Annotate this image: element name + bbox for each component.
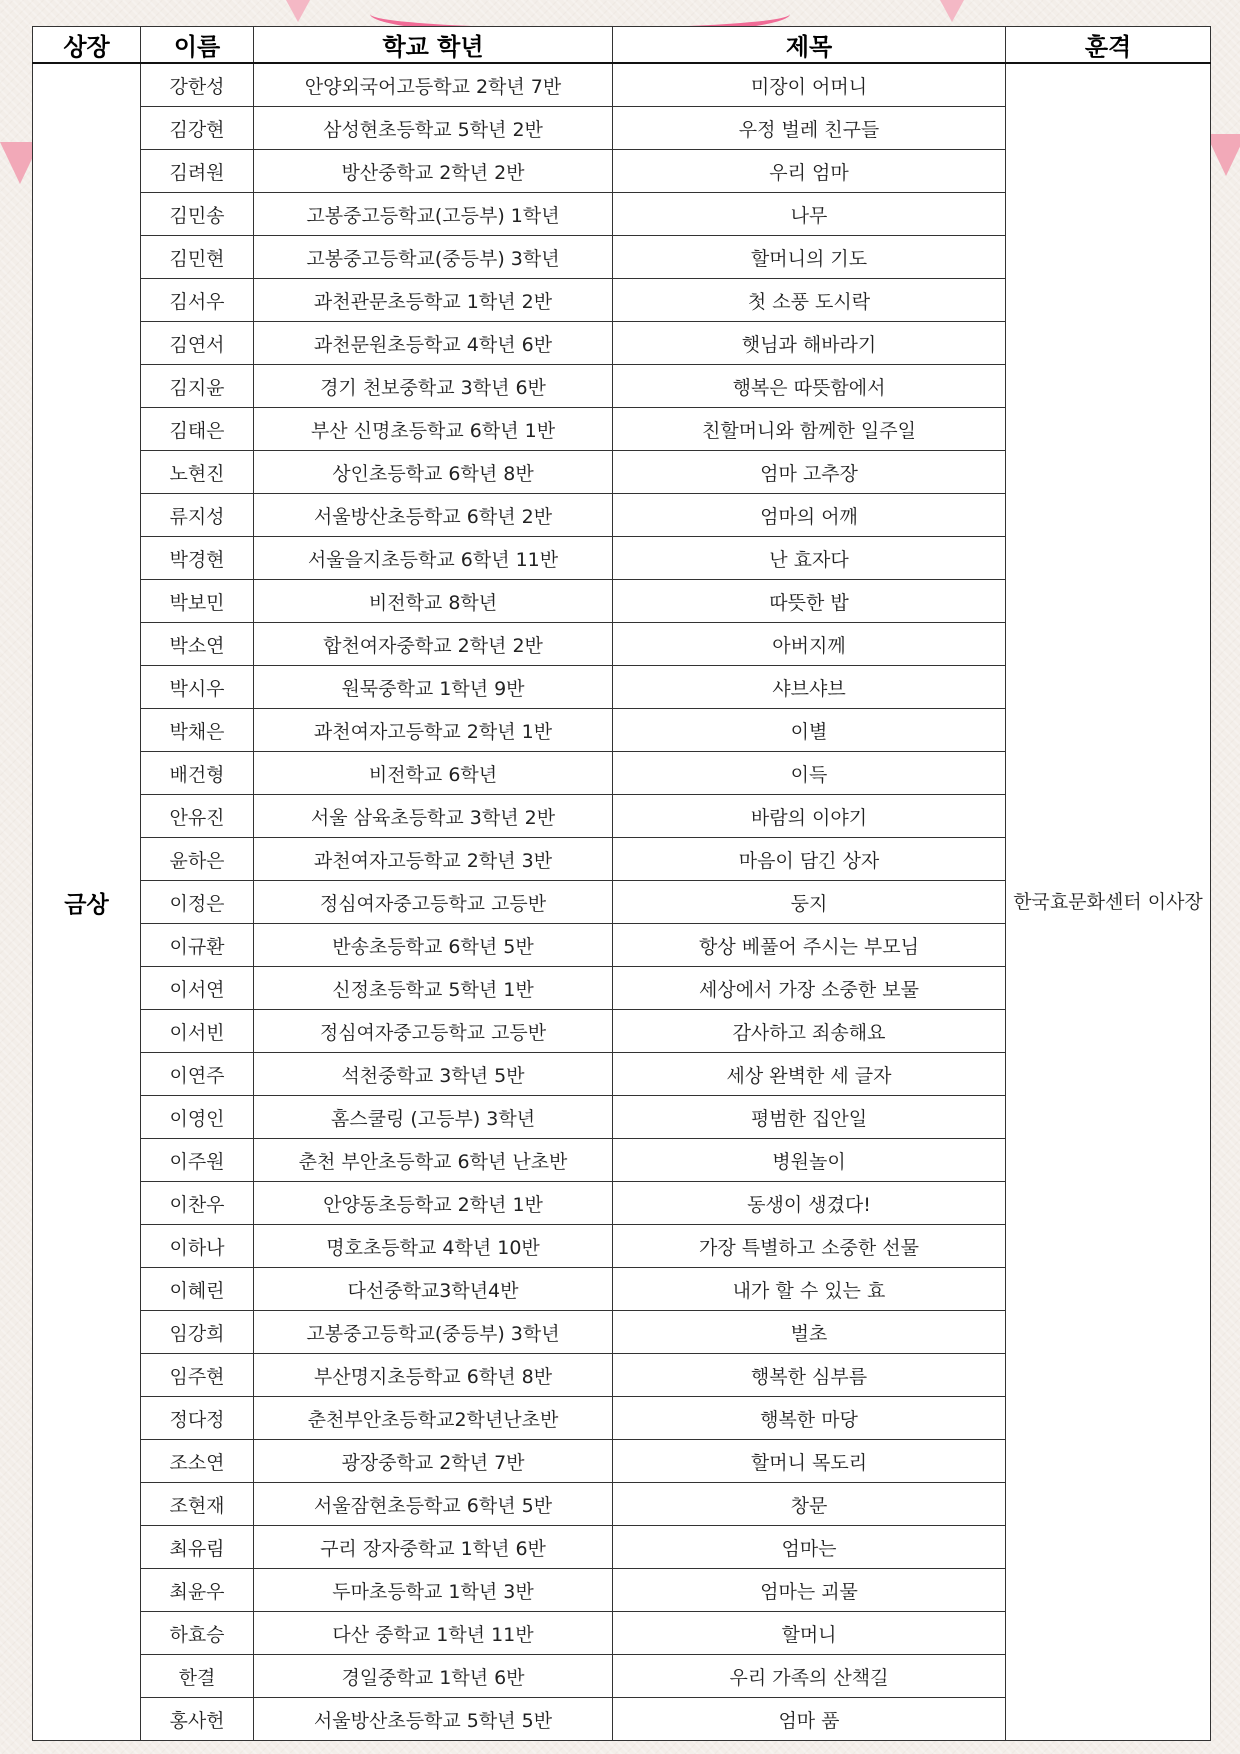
cell-school: 명호초등학교 4학년 10반 [254,1225,613,1268]
header-name: 이름 [141,27,254,64]
cell-title: 가장 특별하고 소중한 선물 [613,1225,1006,1268]
cell-school: 부산 신명초등학교 6학년 1반 [254,408,613,451]
cell-title: 동생이 생겼다! [613,1182,1006,1225]
cell-school: 고봉중고등학교(중등부) 3학년 [254,236,613,279]
cell-school: 원묵중학교 1학년 9반 [254,666,613,709]
header-award: 상장 [33,27,141,64]
table-row [33,63,1211,107]
cell-name: 이서빈 [141,1010,254,1053]
cell-title: 병원놀이 [613,1139,1006,1182]
award-table [32,26,1211,1741]
cell-name: 박보민 [141,580,254,623]
cell-school: 춘천 부안초등학교 6학년 난초반 [254,1139,613,1182]
bunting-flag [286,0,310,22]
cell-title: 창문 [613,1483,1006,1526]
cell-name: 이주원 [141,1139,254,1182]
cell-school: 과천관문초등학교 1학년 2반 [254,279,613,322]
cell-name: 한결 [141,1655,254,1698]
cell-name: 임강희 [141,1311,254,1354]
cell-school: 다산 중학교 1학년 11반 [254,1612,613,1655]
cell-title: 평범한 집안일 [613,1096,1006,1139]
cell-name: 박소연 [141,623,254,666]
cell-name: 최윤우 [141,1569,254,1612]
header-sponsor: 훈격 [1006,27,1211,64]
cell-title: 바람의 이야기 [613,795,1006,838]
cell-title: 할머니 [613,1612,1006,1655]
cell-title: 이별 [613,709,1006,752]
cell-school: 반송초등학교 6학년 5반 [254,924,613,967]
table-body [33,63,1211,1741]
cell-school: 비전학교 6학년 [254,752,613,795]
cell-school: 춘천부안초등학교2학년난초반 [254,1397,613,1440]
cell-title: 내가 할 수 있는 효 [613,1268,1006,1311]
cell-name: 김강현 [141,107,254,150]
cell-title: 우정 벌레 친구들 [613,107,1006,150]
cell-title: 마음이 담긴 상자 [613,838,1006,881]
cell-name: 김연서 [141,322,254,365]
cell-title: 세상 완벽한 세 글자 [613,1053,1006,1096]
cell-name: 강한성 [141,63,254,107]
cell-school: 과천문원초등학교 4학년 6반 [254,322,613,365]
cell-school: 부산명지초등학교 6학년 8반 [254,1354,613,1397]
cell-name: 조현재 [141,1483,254,1526]
cell-title: 할머니 목도리 [613,1440,1006,1483]
cell-title: 우리 엄마 [613,150,1006,193]
cell-title: 햇님과 해바라기 [613,322,1006,365]
cell-school: 홈스쿨링 (고등부) 3학년 [254,1096,613,1139]
cell-name: 이찬우 [141,1182,254,1225]
cell-school: 비전학교 8학년 [254,580,613,623]
cell-title: 따뜻한 밥 [613,580,1006,623]
cell-school: 삼성현초등학교 5학년 2반 [254,107,613,150]
cell-name: 김민현 [141,236,254,279]
cell-name: 이정은 [141,881,254,924]
cell-school: 서울 삼육초등학교 3학년 2반 [254,795,613,838]
cell-name: 정다정 [141,1397,254,1440]
cell-school: 신정초등학교 5학년 1반 [254,967,613,1010]
cell-title: 행복은 따뜻함에서 [613,365,1006,408]
cell-school: 경기 천보중학교 3학년 6반 [254,365,613,408]
cell-name: 이규환 [141,924,254,967]
cell-name: 배건형 [141,752,254,795]
cell-school: 과천여자고등학교 2학년 3반 [254,838,613,881]
cell-title: 행복한 심부름 [613,1354,1006,1397]
cell-title: 첫 소풍 도시락 [613,279,1006,322]
cell-school: 다선중학교3학년4반 [254,1268,613,1311]
cell-school: 두마초등학교 1학년 3반 [254,1569,613,1612]
cell-title: 벌초 [613,1311,1006,1354]
header-row [33,27,1211,64]
cell-name: 이영인 [141,1096,254,1139]
cell-school: 방산중학교 2학년 2반 [254,150,613,193]
cell-title: 엄마는 [613,1526,1006,1569]
cell-title: 엄마 품 [613,1698,1006,1741]
cell-school: 상인초등학교 6학년 8반 [254,451,613,494]
cell-name: 김태은 [141,408,254,451]
cell-school: 합천여자중학교 2학년 2반 [254,623,613,666]
cell-name: 조소연 [141,1440,254,1483]
cell-name: 박경현 [141,537,254,580]
header-school: 학교 학년 [254,27,613,64]
cell-title: 이득 [613,752,1006,795]
cell-title: 난 효자다 [613,537,1006,580]
cell-school: 서울방산초등학교 6학년 2반 [254,494,613,537]
cell-name: 김지윤 [141,365,254,408]
cell-title: 감사하고 죄송해요 [613,1010,1006,1053]
cell-name: 윤하은 [141,838,254,881]
cell-name: 임주현 [141,1354,254,1397]
cell-name: 김서우 [141,279,254,322]
cell-title: 엄마 고추장 [613,451,1006,494]
cell-school: 정심여자중고등학교 고등반 [254,1010,613,1053]
award-level-cell: 금상 [33,63,141,1741]
cell-name: 박채은 [141,709,254,752]
cell-name: 홍사헌 [141,1698,254,1741]
cell-name: 이서연 [141,967,254,1010]
cell-name: 이연주 [141,1053,254,1096]
cell-name: 안유진 [141,795,254,838]
cell-school: 안양동초등학교 2학년 1반 [254,1182,613,1225]
cell-school: 서울을지초등학교 6학년 11반 [254,537,613,580]
cell-title: 우리 가족의 산책길 [613,1655,1006,1698]
cell-name: 김려원 [141,150,254,193]
header-title: 제목 [613,27,1006,64]
cell-name: 김민송 [141,193,254,236]
cell-name: 류지성 [141,494,254,537]
cell-name: 박시우 [141,666,254,709]
cell-school: 안양외국어고등학교 2학년 7반 [254,63,613,107]
cell-title: 세상에서 가장 소중한 보물 [613,967,1006,1010]
cell-school: 고봉중고등학교(고등부) 1학년 [254,193,613,236]
cell-name: 최유림 [141,1526,254,1569]
cell-name: 노현진 [141,451,254,494]
cell-title: 엄마의 어깨 [613,494,1006,537]
cell-name: 하효승 [141,1612,254,1655]
cell-title: 샤브샤브 [613,666,1006,709]
cell-school: 서울방산초등학교 5학년 5반 [254,1698,613,1741]
cell-title: 아버지께 [613,623,1006,666]
cell-title: 할머니의 기도 [613,236,1006,279]
cell-name: 이혜린 [141,1268,254,1311]
cell-title: 엄마는 괴물 [613,1569,1006,1612]
cell-name: 이하나 [141,1225,254,1268]
bunting-flag [1206,134,1240,176]
cell-school: 정심여자중고등학교 고등반 [254,881,613,924]
cell-title: 둥지 [613,881,1006,924]
cell-school: 경일중학교 1학년 6반 [254,1655,613,1698]
cell-school: 서울잠현초등학교 6학년 5반 [254,1483,613,1526]
cell-title: 항상 베풀어 주시는 부모님 [613,924,1006,967]
cell-title: 나무 [613,193,1006,236]
bunting-flag [940,0,964,22]
cell-title: 행복한 마당 [613,1397,1006,1440]
cell-school: 과천여자고등학교 2학년 1반 [254,709,613,752]
cell-school: 석천중학교 3학년 5반 [254,1053,613,1096]
cell-school: 고봉중고등학교(중등부) 3학년 [254,1311,613,1354]
cell-title: 미장이 어머니 [613,63,1006,107]
sponsor-cell: 한국효문화센터 이사장 [1006,63,1211,1741]
cell-school: 광장중학교 2학년 7반 [254,1440,613,1483]
cell-school: 구리 장자중학교 1학년 6반 [254,1526,613,1569]
cell-title: 친할머니와 함께한 일주일 [613,408,1006,451]
